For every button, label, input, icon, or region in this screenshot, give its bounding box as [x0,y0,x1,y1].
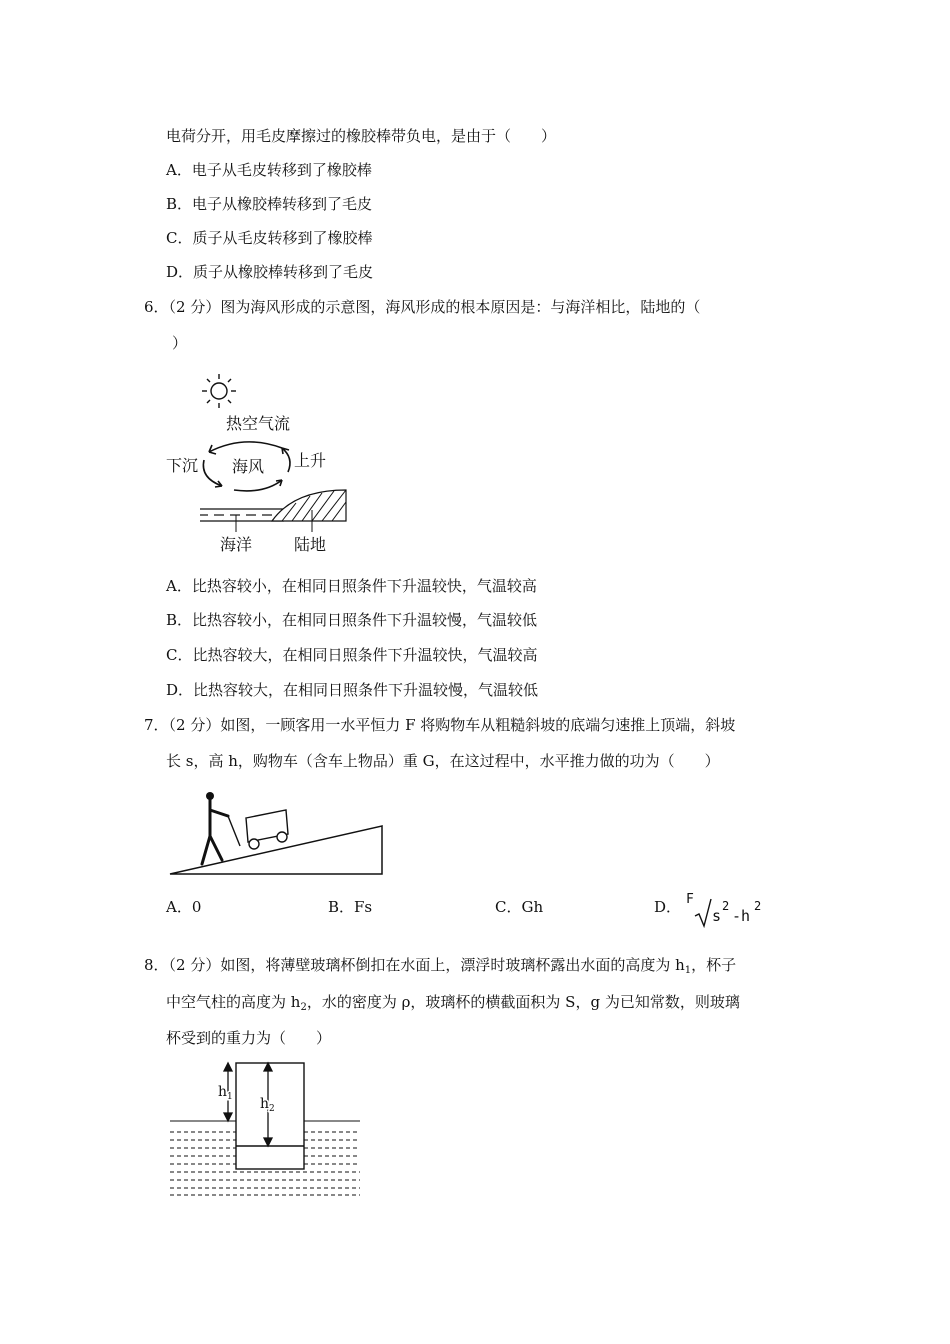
q7-option-d-label: D． [654,898,682,916]
cart-icon [228,810,288,849]
q8-line2-sub: 2 [300,1002,307,1013]
q6-option-a[interactable]: A．比热容较小，在相同日照条件下升温较快，气温较高 [166,577,537,595]
q7-stem-line1: 7．（2 分）如图，一顾客用一水平恒力 F 将购物车从粗糙斜坡的底端匀速推上顶端，斜坡 [144,716,736,734]
glass-cup [236,1063,304,1169]
q8-line2-suffix: ，水的密度为 ρ，玻璃杯的横截面积为 S，g 为已知常数，则玻璃 [306,993,740,1011]
label-rise: 上升 [294,451,327,470]
q5-option-d[interactable]: D．质子从橡胶棒转移到了毛皮 [166,263,374,281]
sun-icon [202,374,236,408]
person-icon [202,792,228,864]
land-shape [272,490,346,521]
q7-option-b[interactable]: B．Fs [328,898,373,916]
q6-option-b[interactable]: B．比热容较小，在相同日照条件下升温较慢，气温较低 [166,611,538,629]
glass-cup-figure [166,1060,366,1200]
q6-option-c[interactable]: C．比热容较大，在相同日照条件下升温较快，气温较高 [166,646,538,664]
label-hot-air: 热空气流 [226,414,291,433]
q7-option-d-f: F [686,892,694,907]
q7-option-d-exp2: 2 [754,899,762,913]
label-ocean: 海洋 [220,535,253,554]
q8-line1-prefix: 8．（2 分）如图，将薄壁玻璃杯倒扣在水面上，漂浮时玻璃杯露出水面的高度为 h [144,956,685,974]
q8-stem-line1 [144,955,736,981]
q8-line2-prefix: 中空气柱的高度为 h [166,993,301,1011]
q8-line1-suffix: ，杯子 [691,956,737,974]
q8-stem-line3: 杯受到的重力为（ ） [166,1029,332,1047]
q8-line1-sub: 1 [684,965,692,976]
q7-stem-line2: 长 s，高 h，购物车（含车上物品）重 G，在这过程中，水平推力做的功为（ ） [166,752,720,770]
label-h2: $h_2$ [260,1096,275,1114]
sea-breeze-figure [164,368,364,558]
label-land: 陆地 [294,535,327,554]
q5-stem-tail: 电荷分开，用毛皮摩擦过的橡胶棒带负电，是由于（ ） [166,127,557,145]
q6-option-d[interactable]: D．比热容较大，在相同日照条件下升温较慢，气温较低 [166,681,539,699]
q6-stem-line2: ） [172,334,188,352]
label-h1: $h_1$ [218,1084,233,1102]
label-sea-breeze: 海风 [232,457,265,476]
q6-stem-line1: 6．（2 分）图为海风形成的示意图，海风形成的根本原因是：与海洋相比，陆地的（ [144,298,701,316]
q5-option-b[interactable]: B．电子从橡胶棒转移到了毛皮 [166,195,373,213]
q7-option-d-s: s [712,907,722,925]
sqrt-sign [694,898,712,928]
q7-option-c[interactable]: C．Gh [495,898,544,916]
ocean-surface [200,509,284,521]
q7-option-d-minus-h: -h [732,907,751,925]
q5-option-c[interactable]: C．质子从毛皮转移到了橡胶棒 [166,229,373,247]
q8-stem-line2 [166,992,740,1018]
q7-option-d[interactable] [654,888,794,928]
label-sink: 下沉 [166,456,199,475]
cart-slope-figure [166,786,386,878]
q7-option-a[interactable]: A．0 [166,898,202,916]
q7-option-d-exp1: 2 [722,899,730,913]
q5-option-a[interactable]: A．电子从毛皮转移到了橡胶棒 [166,161,372,179]
